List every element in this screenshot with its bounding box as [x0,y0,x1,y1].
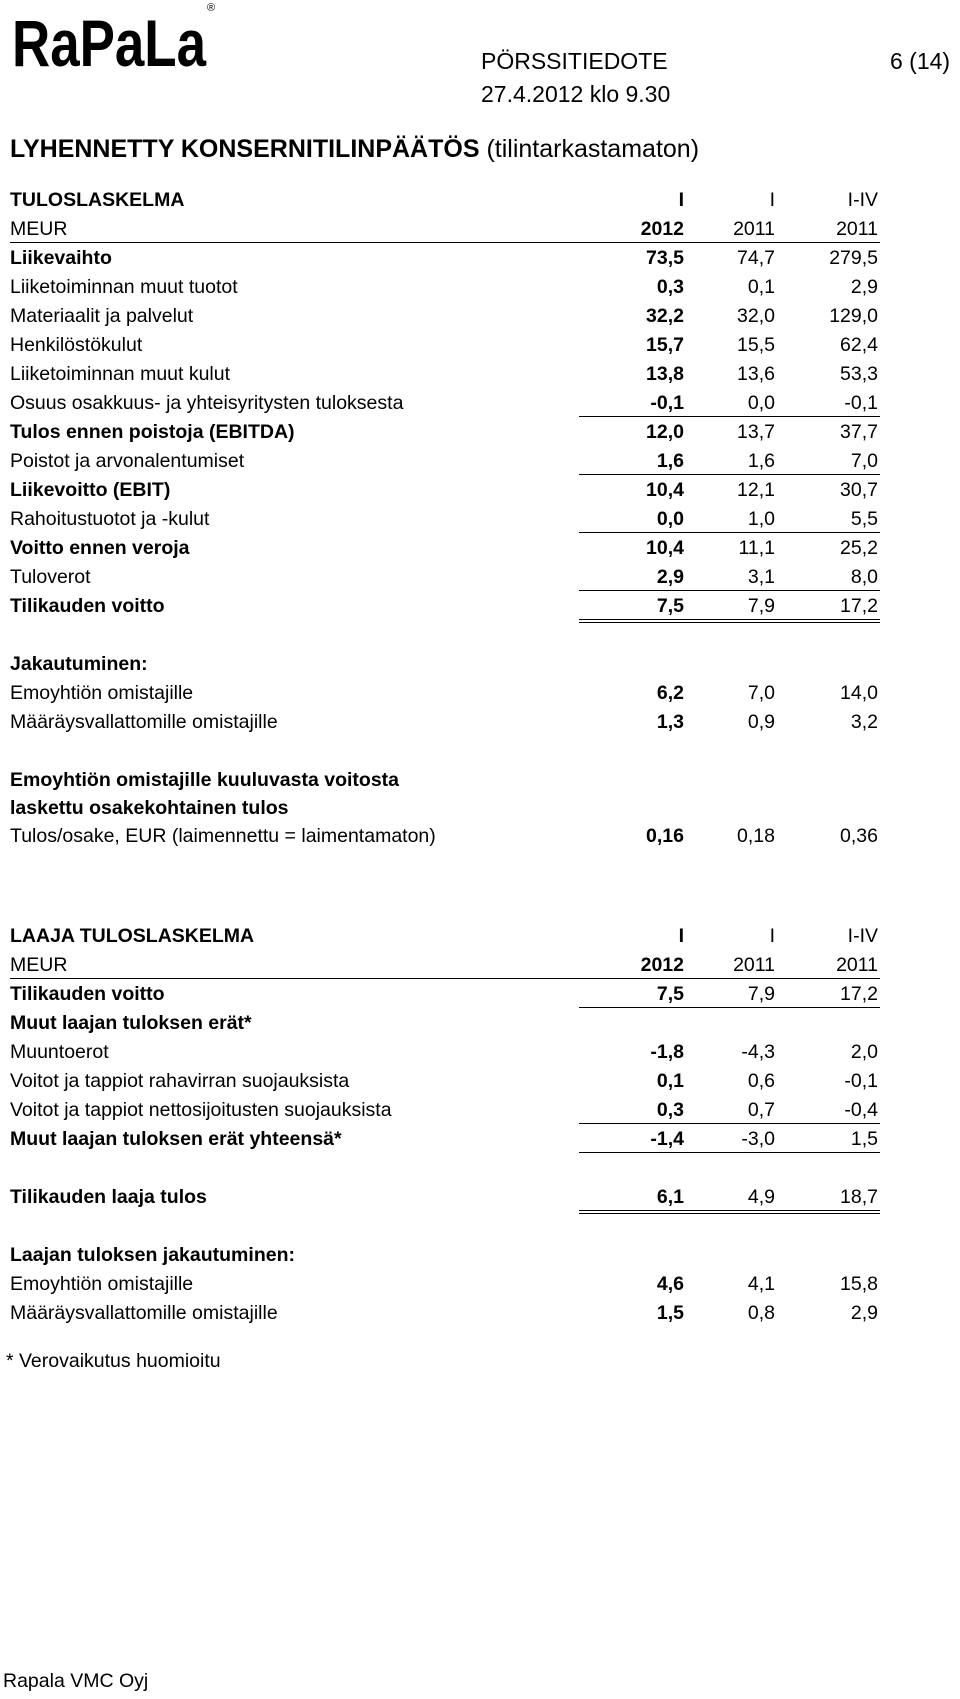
value-2011-full: 17,2 [840,983,878,1005]
section-heading-row [10,795,880,822]
value-2011-full: 53,3 [840,363,878,385]
table-row [10,360,880,389]
value-2011: 74,7 [737,247,775,269]
value-2011-full: 279,5 [829,247,878,269]
row-label: Muuntoerot [10,1041,109,1063]
value-2011-full: 2,9 [850,1302,878,1324]
row-label: Liiketoiminnan muut tuotot [10,276,238,298]
rule [579,416,880,417]
value-2011: 7,0 [747,682,775,704]
row-label: Emoyhtiön omistajille [10,682,194,704]
comprehensive-income-statement [10,922,880,1328]
spacer [10,737,880,766]
value-2011: 7,9 [747,595,775,617]
value-2011-full: 8,0 [850,566,878,588]
col-year-2: 2011 [733,218,775,240]
row-label: Voitot ja tappiot nettosijoitusten suojauksista [10,1099,392,1121]
value-2012: 1,6 [656,450,684,472]
unit-label: MEUR [10,954,68,976]
value-2011-full: 2,9 [850,276,878,298]
document-date: 27.4.2012 klo 9.30 [481,81,671,107]
value-2011: 13,6 [737,363,775,385]
table-row-subtotal [10,1125,880,1154]
statement-heading: LAAJA TULOSLASKELMA [10,925,255,947]
double-rule [579,619,880,623]
row-label: Tilikauden voitto [10,983,165,1005]
row-label: Tilikauden voitto [10,595,165,617]
value-2011-full: 17,2 [840,595,878,617]
value-2012: 6,2 [656,682,684,704]
rule [10,242,880,243]
value-2012: 6,1 [656,1186,684,1208]
table-row [10,244,880,273]
col-year-1: 2012 [640,218,684,240]
value-2011: 0,1 [747,276,775,298]
rule [579,1152,880,1153]
value-2011-full: 3,2 [850,711,878,733]
value-2011: 11,1 [738,537,775,559]
value-2012: 7,5 [656,983,684,1005]
value-2011-full: 15,8 [840,1273,878,1295]
rapala-logo-graphic [10,2,208,74]
value-2011-full: 5,5 [850,508,878,530]
col-year-3: 2011 [836,218,878,240]
section-heading-row [10,1241,880,1270]
value-2011: 13,7 [737,421,775,443]
section-heading-row [10,650,880,679]
table-row [10,447,880,476]
value-2012: 0,0 [656,508,684,530]
table-row [10,679,880,708]
value-2012: 2,9 [656,566,684,588]
row-label: Tulos ennen poistoja (EBITDA) [10,421,295,443]
row-label: Henkilöstökulut [10,334,143,356]
value-2011: -4,3 [741,1041,775,1063]
value-2011-full: 37,7 [840,421,878,443]
value-2011-full: 30,7 [840,479,878,501]
col-year-3: 2011 [836,954,878,976]
value-2011-full: 129,0 [829,305,878,327]
section-heading: Muut laajan tuloksen erät* [10,1012,252,1034]
value-2011: 0,7 [747,1099,775,1121]
row-label: Materiaalit ja palvelut [10,305,194,327]
value-2011: 0,6 [747,1070,775,1092]
table-row [10,563,880,592]
table-row [10,1067,880,1096]
value-2011: 15,5 [737,334,775,356]
value-2011: 0,9 [747,711,775,733]
col-year-2: 2011 [733,954,775,976]
page-title-note: (tilintarkastamaton) [479,135,700,163]
table-row [10,505,880,534]
value-2011: -3,0 [741,1128,775,1150]
value-2011: 12,1 [737,479,775,501]
section-heading-row [10,1009,880,1038]
row-label: Liikevoitto (EBIT) [10,479,171,501]
value-2011-full: -0,4 [844,1099,878,1121]
document-type: PÖRSSITIEDOTE [481,48,668,74]
row-label: Liikevaihto [10,247,112,269]
registered-mark: ® [207,2,216,14]
col-head-period-3: I-IV [847,925,878,947]
value-2011-full: 0,36 [840,825,878,847]
table-row-subtotal [10,534,880,563]
col-head-period-2: I [769,189,775,211]
table-row-subtotal [10,418,880,447]
value-2011-full: 25,2 [840,537,878,559]
rule [579,1123,880,1124]
spacer [10,621,880,650]
value-2011: 0,18 [737,825,775,847]
value-2012: 10,4 [646,479,684,501]
value-2012: 4,6 [656,1273,684,1295]
col-head-period-1: I [678,189,684,211]
table-unit-row [10,215,880,244]
row-label: Muut laajan tuloksen erät yhteensä* [10,1128,342,1150]
value-2011: 1,6 [747,450,775,472]
table-header-row [10,922,880,951]
row-label: Poistot ja arvonalentumiset [10,450,245,472]
value-2012: 73,5 [646,247,684,269]
row-label: Määräysvallattomille omistajille [10,1302,278,1324]
row-label: Tulos/osake, EUR (laimennettu = laimentamaton) [10,825,436,847]
table-row [10,980,880,1009]
table-header-row [10,186,880,215]
value-2011: 0,8 [747,1302,775,1324]
spacer [10,1212,880,1241]
value-2012: 0,3 [656,276,684,298]
double-rule [579,1210,880,1214]
value-2011-full: -0,1 [844,1070,878,1092]
statement-heading: TULOSLASKELMA [10,189,185,211]
income-statement [10,186,880,851]
section-heading: Jakautuminen: [10,653,148,675]
table-row [10,1299,880,1328]
value-2011-full: 2,0 [850,1041,878,1063]
value-2011-full: 18,7 [840,1186,878,1208]
row-label: Määräysvallattomille omistajille [10,711,278,733]
table-unit-row [10,951,880,980]
section-heading: laskettu osakekohtainen tulos [10,797,289,819]
page-title [10,135,699,164]
table-row [10,389,880,418]
value-2012: 7,5 [656,595,684,617]
table-row [10,302,880,331]
value-2012: 13,8 [646,363,684,385]
row-label: Liiketoiminnan muut kulut [10,363,231,385]
row-label: Tuloverot [10,566,91,588]
rule [10,978,880,979]
table-row-eps [10,822,880,851]
table-row [10,1038,880,1067]
value-2012: 12,0 [646,421,684,443]
value-2012: 0,16 [646,825,684,847]
value-2011: 1,0 [747,508,775,530]
section-heading: Laajan tuloksen jakautuminen: [10,1244,295,1266]
table-row-subtotal [10,476,880,505]
value-2012: 10,4 [646,537,684,559]
rule [579,590,880,591]
col-head-period-1: I [678,925,684,947]
value-2012: -1,8 [650,1041,684,1063]
value-2011: 32,0 [737,305,775,327]
table-row [10,331,880,360]
section-heading-row [10,766,880,795]
value-2011-full: 62,4 [840,334,878,356]
rapala-logo-text: RaPaLa [12,6,208,74]
col-head-period-2: I [769,925,775,947]
value-2011: 7,9 [747,983,775,1005]
footer-company: Rapala VMC Oyj [3,1670,149,1692]
row-label: Tilikauden laaja tulos [10,1186,207,1208]
table-row [10,273,880,302]
footnote: * Verovaikutus huomioitu [6,1350,221,1372]
value-2011: 0,0 [747,392,775,414]
value-2011-full: -0,1 [844,392,878,414]
value-2012: -0,1 [650,392,684,414]
table-row-total [10,592,880,621]
spacer [10,1154,880,1183]
page-number: 6 (14) [890,48,951,74]
row-label: Osuus osakkuus- ja yhteisyritysten tuloksesta [10,392,404,414]
rule [579,474,880,475]
row-label: Emoyhtiön omistajille [10,1273,194,1295]
value-2012: 32,2 [646,305,684,327]
col-year-1: 2012 [640,954,684,976]
table-row [10,1270,880,1299]
section-heading: Emoyhtiön omistajille kuuluvasta voitosta [10,769,400,791]
value-2012: -1,4 [650,1128,684,1150]
row-label: Voitto ennen veroja [10,537,190,559]
value-2011: 4,9 [747,1186,775,1208]
value-2012: 1,5 [656,1302,684,1324]
col-head-period-3: I-IV [847,189,878,211]
page-title-bold: LYHENNETTY KONSERNITILINPÄÄTÖS [10,135,480,163]
value-2011-full: 14,0 [840,682,878,704]
value-2012: 1,3 [656,711,684,733]
value-2011-full: 1,5 [850,1128,878,1150]
value-2012: 15,7 [646,334,684,356]
value-2011: 3,1 [747,566,775,588]
rule [579,1007,880,1008]
rule [579,532,880,533]
rapala-logo [10,2,208,79]
table-row [10,708,880,737]
value-2012: 0,1 [656,1070,684,1092]
value-2011-full: 7,0 [850,450,878,472]
row-label: Rahoitustuotot ja -kulut [10,508,210,530]
table-row-total [10,1183,880,1212]
value-2012: 0,3 [656,1099,684,1121]
value-2011: 4,1 [747,1273,775,1295]
table-row [10,1096,880,1125]
row-label: Voitot ja tappiot rahavirran suojauksista [10,1070,350,1092]
unit-label: MEUR [10,218,68,240]
